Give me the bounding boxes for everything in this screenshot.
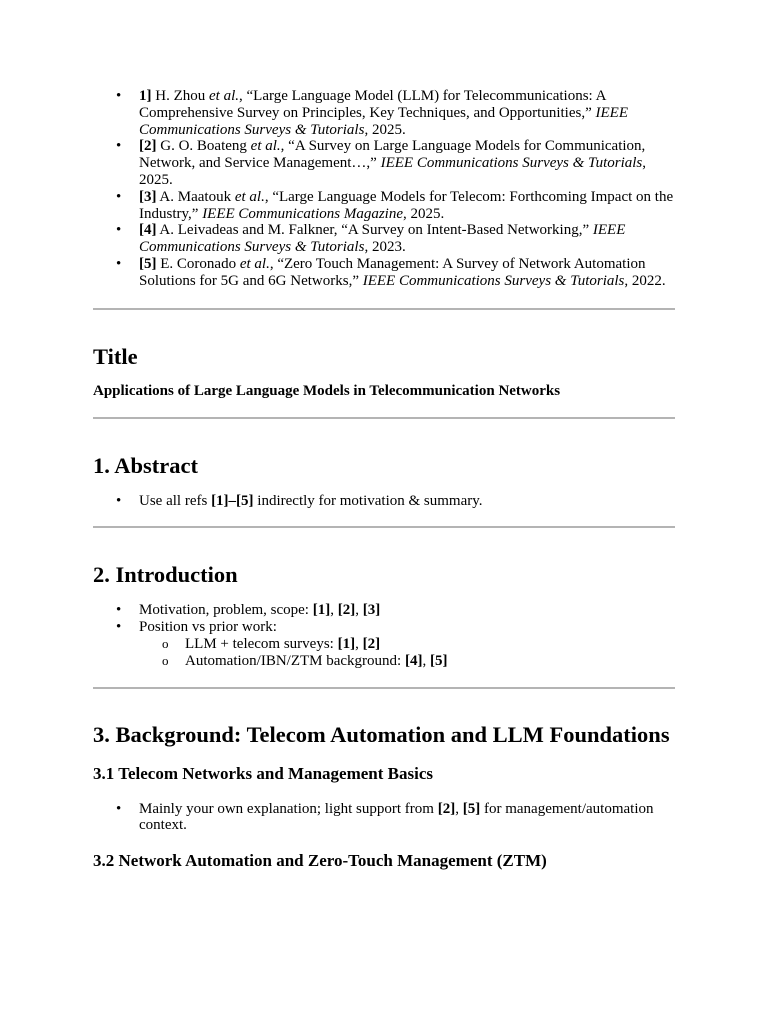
ref-authors: A. Maatouk — [156, 188, 235, 205]
ref-citation: [2] — [437, 800, 456, 817]
ref-title: , “A Survey on Large Language Models for Communication, Network, and Service Management…,” — [139, 138, 646, 172]
ref-authors: A. Leivadeas and M. Falkner, “A Survey on Intent-Based Networking,” — [156, 222, 593, 239]
section-divider — [93, 687, 675, 689]
section-divider — [93, 417, 675, 419]
reference-list — [93, 88, 675, 290]
introduction-heading: 2. Introduction — [93, 562, 238, 588]
document-page — [93, 0, 675, 871]
ref-etal: et al. — [250, 138, 281, 155]
list-item: • Position vs prior work: o LLM + telecom surveys: [1], [2] o Automation/IBN/ZTM background: [4], [5] — [139, 619, 675, 669]
ref-authors: E. Coronado — [156, 255, 240, 272]
ref-venue: IEEE Communications Surveys & Tutorials — [139, 104, 628, 138]
ref-number: [3] — [139, 188, 157, 205]
ref-etal: et al. — [209, 88, 239, 104]
ref-year: , 2025. — [364, 121, 406, 138]
ref-venue: IEEE Communications Surveys & Tutorials — [139, 222, 626, 256]
sub-list-item: o LLM + telecom surveys: [1], [2] — [185, 636, 675, 653]
paper-title: Applications of Large Language Models in Telecommunication Networks — [93, 382, 561, 399]
reference-item-2 — [139, 138, 675, 188]
ref-citation: [5] — [429, 652, 448, 669]
background-list — [93, 801, 675, 835]
ref-citation: [5] — [462, 800, 481, 817]
ref-authors: H. Zhou — [151, 88, 209, 104]
ref-citation: [3] — [362, 602, 381, 619]
ref-citation: [2] — [362, 635, 381, 652]
list-item: • Motivation, problem, scope: [1], [2], [3] — [139, 602, 675, 619]
ref-number: [5] — [139, 255, 157, 272]
sub-list-item: o Automation/IBN/ZTM background: [4], [5] — [185, 653, 675, 670]
reference-item-4 — [139, 222, 675, 256]
ref-year: , 2025. — [139, 155, 647, 188]
ref-citation: [4] — [404, 652, 423, 669]
ref-number: 1] — [139, 88, 152, 104]
subsection-heading-3-1: 3.1 Telecom Networks and Management Basics — [93, 763, 433, 783]
ref-title: , “Zero Touch Management: A Survey of Network Automation Solutions for 5G and 6G Networks,” — [139, 255, 646, 289]
title-heading: Title — [93, 343, 138, 369]
ref-year: , 2025. — [403, 205, 445, 222]
section-divider — [93, 308, 675, 310]
reference-item-1 — [139, 88, 675, 138]
ref-number: [2] — [139, 138, 157, 155]
background-heading: 3. Background: Telecom Automation and LLM Foundations — [93, 721, 670, 747]
ref-citation: [1] — [337, 635, 356, 652]
ref-title: , “Large Language Model (LLM) for Telecommunications: A Comprehensive Survey on Principles, Key Techniques, and Opportunities,” — [139, 88, 606, 121]
ref-title: , “Large Language Models for Telecom: Forthcoming Impact on the Industry,” — [139, 188, 674, 222]
reference-item-5 — [139, 256, 675, 290]
ref-citation: [2] — [337, 602, 356, 619]
ref-citation: [1]–[5] — [211, 492, 254, 509]
ref-venue: IEEE Communications Magazine — [202, 205, 403, 222]
ref-etal: et al. — [234, 188, 265, 205]
list-item: • Use all refs [1]–[5] indirectly for motivation & summary. — [139, 493, 675, 510]
introduction-list — [93, 602, 675, 669]
ref-citation: [1] — [312, 602, 331, 619]
subsection-heading-3-2: 3.2 Network Automation and Zero-Touch Management (ZTM) — [93, 851, 547, 871]
ref-etal: et al. — [239, 255, 270, 272]
abstract-list — [93, 493, 675, 510]
abstract-heading: 1. Abstract — [93, 452, 198, 478]
sub-list — [139, 636, 675, 670]
ref-year: , 2022. — [624, 272, 666, 289]
ref-venue: IEEE Communications Surveys & Tutorials — [362, 272, 625, 289]
ref-venue: IEEE Communications Surveys & Tutorials — [380, 155, 643, 172]
section-divider — [93, 526, 675, 528]
ref-number: [4] — [139, 222, 157, 239]
ref-authors: G. O. Boateng — [156, 138, 251, 155]
reference-item-3 — [139, 189, 675, 223]
list-item: • Mainly your own explanation; light support from [2], [5] for management/automation context. — [139, 801, 675, 835]
ref-year: , 2023. — [364, 239, 406, 256]
